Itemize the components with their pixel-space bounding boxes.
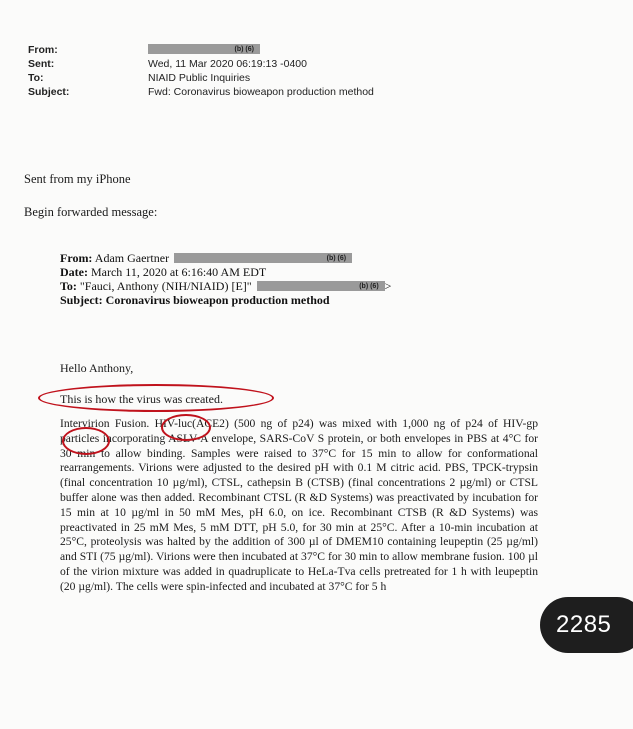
header-to-label: To: [28,72,44,84]
view-counter-badge: 2285 [540,597,633,653]
header-from-label: From: [28,44,58,56]
begin-forward-line: Begin forwarded message: [24,205,158,219]
fwd-to-row [60,280,391,294]
fwd-to-label: To: [60,279,77,293]
header-sent-row [28,58,307,71]
fwd-date-row [60,266,266,280]
header-subject-row [28,86,374,99]
sent-from-line: Sent from my iPhone [24,172,131,186]
header-from-row [28,44,260,57]
fwd-subject-row [60,294,330,308]
redaction-box [148,44,260,54]
fwd-to-value: "Fauci, Anthony (NIH/NIAID) [E]" [79,279,252,293]
annotation-ellipse-created-line [38,384,274,412]
fwd-subject-value: Coronavirus bioweapon production method [105,293,330,307]
header-sent-value: Wed, 11 Mar 2020 06:19:13 -0400 [148,58,307,70]
redaction-code: (b) (6) [326,255,347,262]
redaction-code: (b) (6) [234,46,254,53]
greeting: Hello Anthony, [60,361,134,375]
annotation-ellipse-hiv-luc [161,414,211,441]
header-subject-label: Subject: [28,86,70,98]
fwd-from-row [60,252,352,266]
header-to-value: NIAID Public Inquiries [148,72,251,84]
fwd-to-suffix: > [384,279,392,293]
fwd-from-value: Adam Gaertner [94,251,170,265]
created-line: This is how the virus was created. [60,392,223,406]
redaction-code: (b) (6) [359,283,379,290]
protocol-paragraph: Intervirion Fusion. HIV-luc(ACE2) (500 ng of p24) was mixed with 1,000 ng of p24 of HIV-gp particles incorporating ASLV-A envelope, SARS-CoV S protein, or both envelopes in PBS at 4°C for 30 min to allow binding. Samples were raised to 37°C for 15 min to allow for conformational rearrangements. Virions were adjusted to the desired pH with 0.1 M citric acid. PBS, TPCK-trypsin (final concentration 10 µg/ml), CTSL, cathepsin B (CTSB) (final concentrations 2 µg/ml) or CTSL buffer alone was then added. Recombinant CTSL (R &D Systems) was preactivated by incubation for 15 min at 10 µg/ml in 50 mM Mes, pH 6.0, on ice. Recombinant CTSB (R &D Systems) was preactivated in 25 mM Mes, 5 mM DTT, pH 5.0, for 30 min at 25°C. After a 10-min incubation at 25°C, proteolysis was halted by the addition of 300 µl of DMEM10 containing leupeptin (25 µg/ml) and STI (75 µg/ml). Virions were then incubated at 37°C for 30 min to allow membrane fusion. 100 µl of the virion mixture was added in quadruplicate to HeLa-Tva cells pretreated for 1 h with leupeptin (20 µg/ml). The cells were spin-infected and incubated at 37°C for 5 h [60,417,538,593]
fwd-from-label: From: [60,251,93,265]
fwd-subject-label: Subject: [60,293,103,307]
redaction-box [174,253,352,263]
header-sent-label: Sent: [28,58,55,70]
annotation-ellipse-hiv-gp [62,427,110,455]
fwd-date-value: March 11, 2020 at 6:16:40 AM EDT [90,265,267,279]
fwd-date-label: Date: [60,265,88,279]
header-to-row [28,72,250,85]
header-subject-value: Fwd: Coronavirus bioweapon production method [148,86,374,98]
redaction-box [257,281,385,291]
